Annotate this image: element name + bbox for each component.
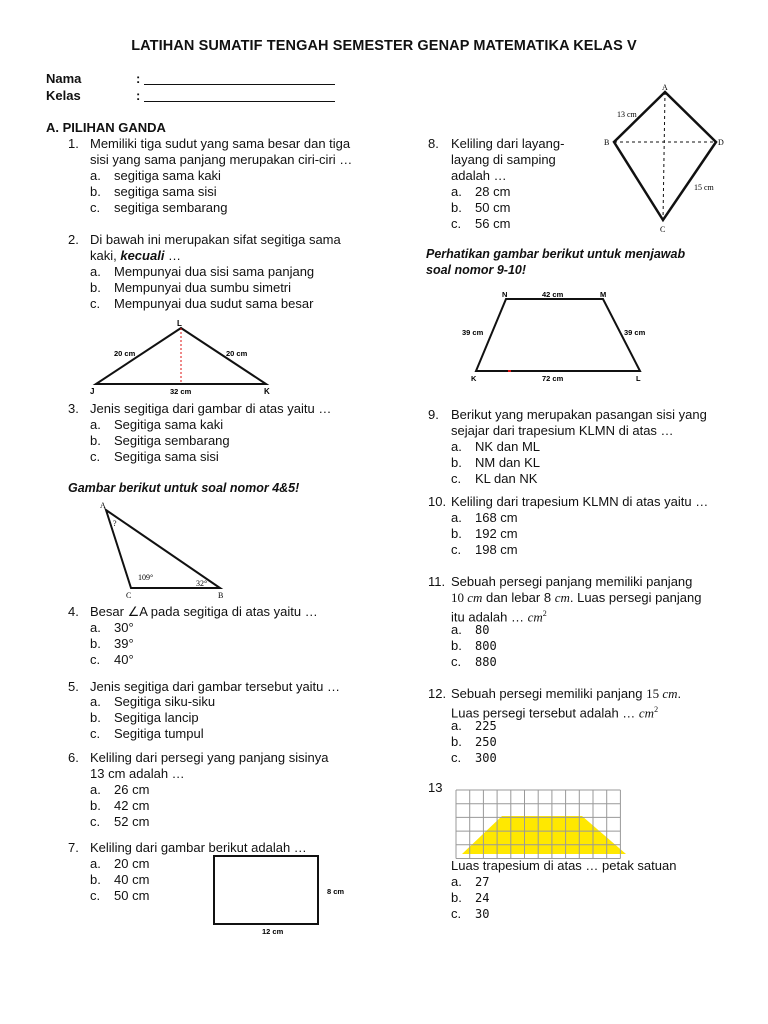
q4-text: Besar ∠A pada segitiga di atas yaitu … (90, 604, 318, 619)
q13-option-c[interactable]: c. 30 (451, 906, 490, 921)
isosceles-triangle-figure (86, 316, 286, 400)
vertex-m: M (600, 290, 607, 299)
q8-line2: layang di samping (451, 152, 556, 167)
kelas-colon: : (136, 88, 141, 103)
q10-option-c[interactable]: c. 198 cm (451, 542, 518, 557)
q2-option-c[interactable]: c. Mempunyai dua sudut sama besar (90, 296, 314, 311)
q4-number: 4. (68, 604, 79, 619)
vertex-a: A (100, 501, 106, 510)
q3-option-a[interactable]: a. Segitiga sama kaki (90, 417, 224, 432)
q12-option-c[interactable]: c. 300 (451, 750, 497, 765)
q12-number: 12. (428, 686, 447, 701)
note-q4-q5: Gambar berikut untuk soal nomor 4&5! (68, 481, 300, 495)
q3-text: Jenis segitiga dari gambar di atas yaitu … (90, 401, 332, 416)
q1-number: 1. (68, 136, 79, 151)
q12-line1: Sebuah persegi memiliki panjang 15 cm. (451, 686, 682, 701)
q11-option-a[interactable]: a. 80 (451, 622, 490, 637)
q12-option-b[interactable]: b. 250 (451, 734, 497, 749)
rect-width-label: 12 cm (262, 927, 284, 936)
q9-line1: Berikut yang merupakan pasangan sisi yang (451, 407, 707, 422)
q5-text: Jenis segitiga dari gambar tersebut yaitu … (90, 679, 341, 694)
q2-number: 2. (68, 232, 79, 247)
q5-option-c[interactable]: c. Segitiga tumpul (90, 726, 204, 741)
q7-option-a[interactable]: a. 20 cm (90, 856, 150, 871)
q10-option-b[interactable]: b. 192 cm (451, 526, 518, 541)
trap-left-label: 39 cm (462, 328, 484, 337)
kelas-field[interactable] (144, 101, 335, 102)
q8-option-c[interactable]: c. 56 cm (451, 216, 511, 231)
angle-c-label: 109° (138, 573, 154, 582)
q9-option-b[interactable]: b. NM dan KL (451, 455, 541, 470)
q8-line1: Keliling dari layang- (451, 136, 565, 151)
q6-line2: 13 cm adalah … (90, 766, 185, 781)
vertex-n: N (502, 290, 508, 299)
q11-option-b[interactable]: b. 800 (451, 638, 497, 653)
side-right-label: 20 cm (226, 349, 248, 358)
vertex-k: K (471, 374, 477, 383)
q5-option-a[interactable]: a. Segitiga siku-siku (90, 694, 216, 709)
q6-option-b[interactable]: b. 42 cm (90, 798, 150, 813)
vertex-j: J (90, 387, 95, 396)
q11-number: 11. (428, 574, 446, 589)
q8-option-a[interactable]: a. 28 cm (451, 184, 511, 199)
q13-number: 13 (428, 780, 443, 795)
q1-option-c[interactable]: c. segitiga sembarang (90, 200, 228, 215)
q7-text: Keliling dari gambar berikut adalah … (90, 840, 307, 855)
q7-option-c[interactable]: c. 50 cm (90, 888, 150, 903)
vertex-l: L (636, 374, 641, 383)
base-label: 32 cm (170, 387, 192, 396)
q7-number: 7. (68, 840, 79, 855)
angle-b-label: 32° (196, 579, 208, 588)
q2-option-a[interactable]: a. Mempunyai dua sisi sama panjang (90, 264, 315, 279)
q8-line3: adalah … (451, 168, 507, 183)
q2-line2: kaki, kecuali … (90, 248, 182, 263)
q7-option-b[interactable]: b. 40 cm (90, 872, 150, 887)
grid-trapezoid-figure (454, 788, 634, 860)
kite-vertex-a: A (662, 83, 668, 92)
q10-text: Keliling dari trapesium KLMN di atas yaitu … (451, 494, 709, 509)
kite-side-dc-label: 15 cm (694, 183, 714, 192)
q1-option-b[interactable]: b. segitiga sama sisi (90, 184, 217, 199)
q5-number: 5. (68, 679, 79, 694)
q2-line1: Di bawah ini merupakan sifat segitiga sama (90, 232, 341, 247)
kite-vertex-b: B (604, 138, 610, 147)
q13-option-a[interactable]: a. 27 (451, 874, 490, 889)
page-title: LATIHAN SUMATIF TENGAH SEMESTER GENAP MATEMATIKA KELAS V (131, 38, 637, 54)
section-heading: A. PILIHAN GANDA (46, 120, 166, 135)
q11-line3: itu adalah … $cm^2$ (451, 609, 547, 625)
q10-option-a[interactable]: a. 168 cm (451, 510, 518, 525)
q1-line1: Memiliki tiga sudut yang sama besar dan tiga (90, 136, 351, 151)
q6-line1: Keliling dari persegi yang panjang sisinya (90, 750, 329, 765)
kite-side-ab-label: 13 cm (617, 110, 637, 119)
q11-line1: Sebuah persegi panjang memiliki panjang (451, 574, 693, 589)
q4-option-c[interactable]: c. 40° (90, 652, 134, 667)
q8-option-b[interactable]: b. 50 cm (451, 200, 511, 215)
vertex-k: K (264, 387, 270, 396)
kite-vertex-d: D (718, 138, 724, 147)
q4-option-b[interactable]: b. 39° (90, 636, 134, 651)
angle-a-label: ? (113, 519, 117, 528)
q3-number: 3. (68, 401, 79, 416)
q12-line2: Luas persegi tersebut adalah … $cm^2$ (451, 705, 659, 721)
q12-option-a[interactable]: a. 225 (451, 718, 497, 733)
q4-option-a[interactable]: a. 30° (90, 620, 134, 635)
rectangle-figure (210, 852, 360, 938)
q10-number: 10. (428, 494, 447, 509)
q6-option-a[interactable]: a. 26 cm (90, 782, 150, 797)
q11-line2: 10 cm dan lebar 8 cm. Luas persegi panjang (451, 590, 702, 605)
obtuse-triangle-figure (96, 500, 236, 602)
kite-vertex-c: C (660, 225, 666, 234)
trap-right-label: 39 cm (624, 328, 646, 337)
q2-option-b[interactable]: b. Mempunyai dua sumbu simetri (90, 280, 292, 295)
q6-number: 6. (68, 750, 79, 765)
q3-option-b[interactable]: b. Segitiga sembarang (90, 433, 230, 448)
q8-number: 8. (428, 136, 439, 151)
q9-option-c[interactable]: c. KL dan NK (451, 471, 538, 486)
nama-label: Nama (46, 71, 82, 86)
nama-field[interactable] (144, 84, 335, 85)
q5-option-b[interactable]: b. Segitiga lancip (90, 710, 199, 725)
q13-text: Luas trapesium di atas … petak satuan (451, 858, 677, 873)
note-q9-q10-line1: Perhatikan gambar berikut untuk menjawab (426, 247, 686, 261)
nama-colon: : (136, 71, 141, 86)
trap-top-label: 42 cm (542, 290, 564, 299)
q9-number: 9. (428, 407, 439, 422)
q1-line2: sisi yang sama panjang merupakan ciri-ciri … (90, 152, 353, 167)
q6-option-c[interactable]: c. 52 cm (90, 814, 150, 829)
note-q9-q10-line2: soal nomor 9-10! (426, 263, 527, 277)
q9-option-a[interactable]: a. NK dan ML (451, 439, 541, 454)
trap-base-label: 72 cm (542, 374, 564, 383)
vertex-c: C (126, 591, 132, 600)
kelas-label: Kelas (46, 88, 81, 103)
rect-height-label: 8 cm (327, 887, 345, 896)
q3-option-c[interactable]: c. Segitiga sama sisi (90, 449, 219, 464)
vertex-l: L (177, 319, 182, 328)
vertex-b: B (218, 591, 224, 600)
kite-figure (600, 82, 730, 234)
trapezoid-klmn-figure (456, 285, 666, 389)
q11-option-c[interactable]: c. 880 (451, 654, 497, 669)
q9-line2: sejajar dari trapesium KLMN di atas … (451, 423, 674, 438)
q1-option-a[interactable]: a. segitiga sama kaki (90, 168, 221, 183)
q13-option-b[interactable]: b. 24 (451, 890, 490, 905)
side-left-label: 20 cm (114, 349, 136, 358)
